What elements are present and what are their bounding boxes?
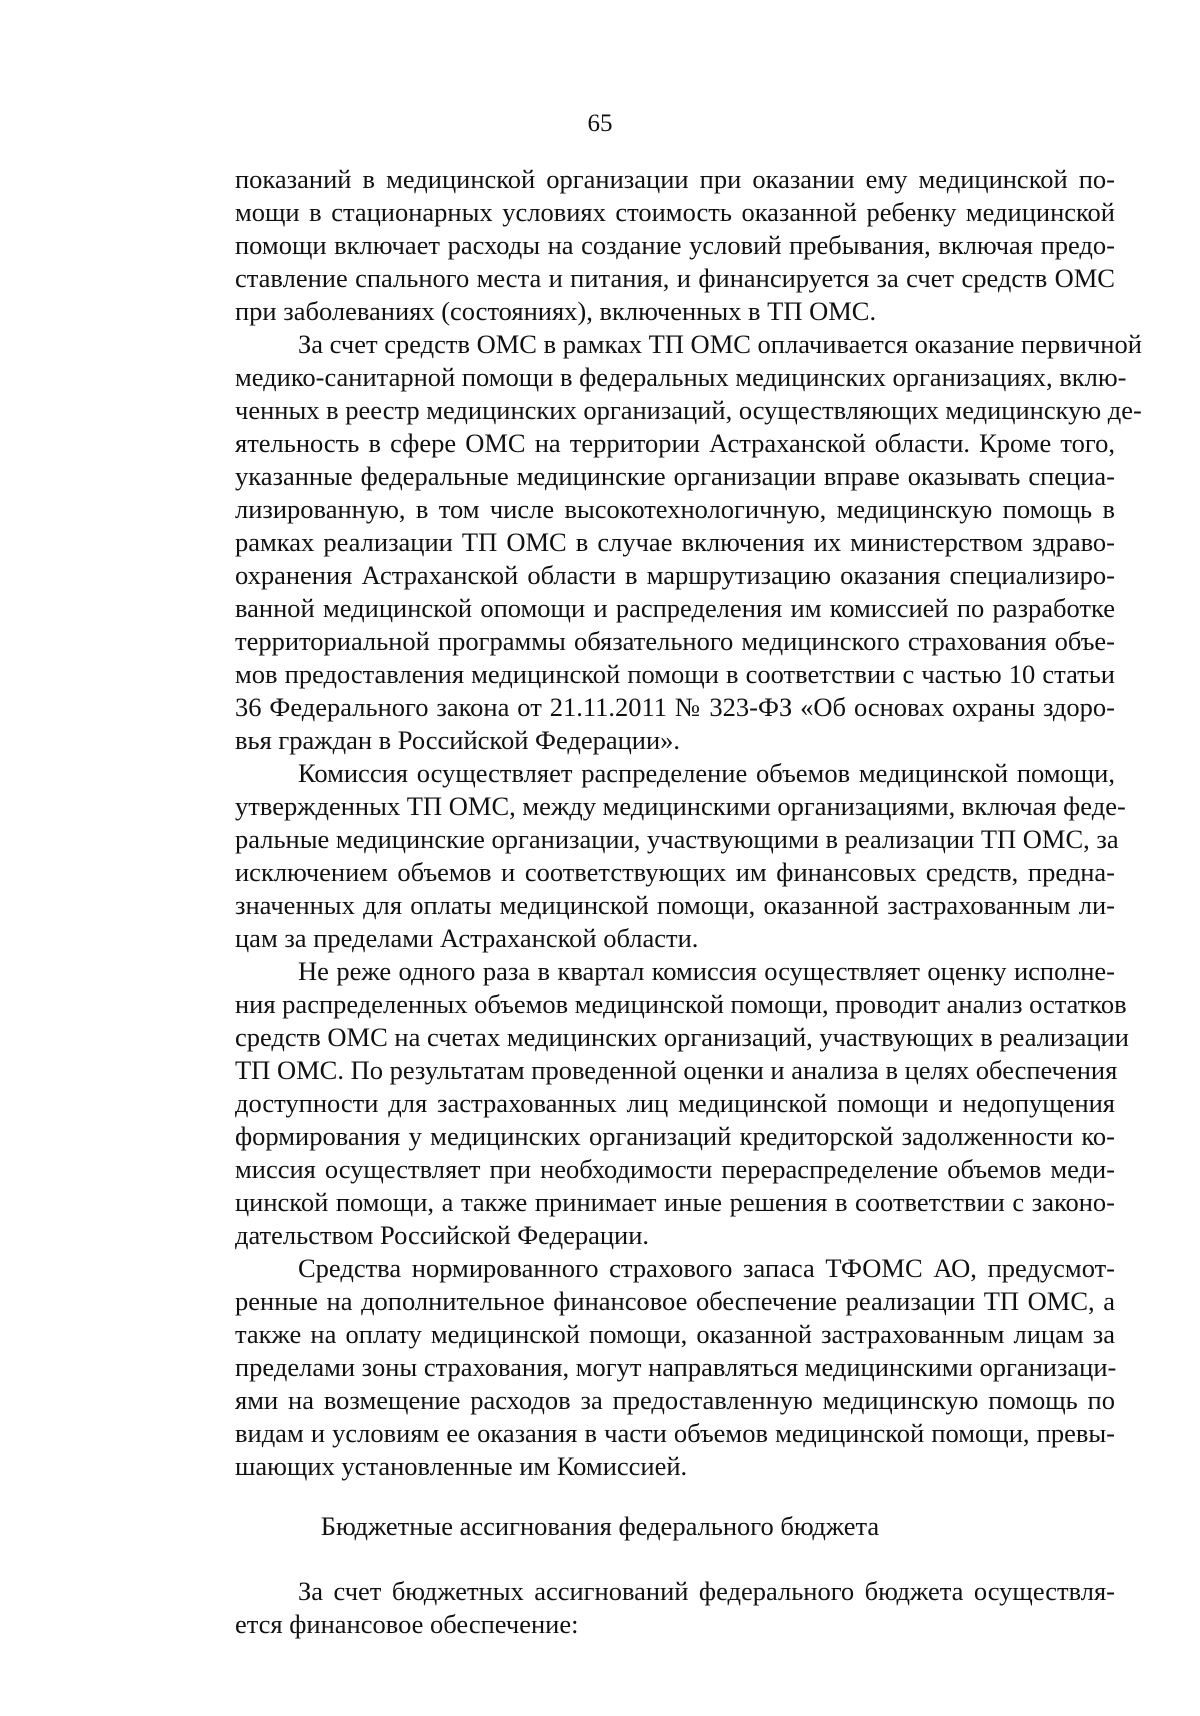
text-line: показаний в медицинской организации при оказании ему медицинской по- bbox=[235, 164, 1115, 194]
text-line: доступности для застрахованных лиц медицинской помощи и недопущения bbox=[235, 1088, 1115, 1118]
text-line: цинской помощи, а также принимает иные решения в соответствии с законо- bbox=[235, 1187, 1115, 1217]
text-line: ченных в реестр медицинских организаций, осуществляющих медицинскую де- bbox=[235, 395, 1142, 425]
text-line: лизированную, в том числе высокотехнологичную, медицинскую помощь в bbox=[235, 494, 1115, 524]
text-line: охранения Астраханской области в маршрутизацию оказания специализиро- bbox=[235, 560, 1115, 590]
text-line: видам и условиям ее оказания в части объемов медицинской помощи, превы- bbox=[235, 1418, 1115, 1448]
text-line: миссия осуществляет при необходимости перераспределение объемов меди- bbox=[235, 1154, 1115, 1184]
text-line: За счет бюджетных ассигнований федерального бюджета осуществля- bbox=[298, 1576, 1115, 1606]
text-line: ется финансовое обеспечение: bbox=[235, 1609, 579, 1639]
text-line: вья граждан в Российской Федерации». bbox=[235, 725, 681, 755]
text-line: Не реже одного раза в квартал комиссия осуществляет оценку исполне- bbox=[298, 956, 1115, 986]
text-line: медико-санитарной помощи в федеральных медицинских организациях, вклю- bbox=[235, 362, 1127, 392]
text-line: рамках реализации ТП ОМС в случае включения их министерством здраво- bbox=[235, 527, 1115, 557]
text-line: ванной медицинской опомощи и распределения им комиссией по разработке bbox=[235, 593, 1115, 623]
text-line: территориальной программы обязательного медицинского страхования объе- bbox=[235, 626, 1115, 656]
text-line: мощи в стационарных условиях стоимость оказанной ребенку медицинской bbox=[235, 197, 1115, 227]
text-line: утвержденных ТП ОМС, между медицинскими организациями, включая феде- bbox=[235, 791, 1126, 821]
text-line: ренные на дополнительное финансовое обеспечение реализации ТП ОМС, а bbox=[235, 1286, 1115, 1316]
text-line: шающих установленные им Комиссией. bbox=[235, 1451, 688, 1481]
text-line: помощи включает расходы на создание условий пребывания, включая предо- bbox=[235, 230, 1115, 260]
section-heading: Бюджетные ассигнования федерального бюджета bbox=[320, 1511, 880, 1541]
text-line: мов предоставления медицинской помощи в соответствии с частью 10 статьи bbox=[235, 659, 1115, 689]
text-line: при заболеваниях (состояниях), включенных в ТП ОМС. bbox=[235, 296, 877, 326]
text-line: дательством Российской Федерации. bbox=[235, 1220, 650, 1250]
page-number: 65 bbox=[587, 110, 613, 137]
text-line: ставление спального места и питания, и финансируется за счет средств ОМС bbox=[235, 263, 1115, 293]
text-line: средств ОМС на счетах медицинских организаций, участвующих в реализации bbox=[235, 1022, 1129, 1052]
text-line: значенных для оплаты медицинской помощи, оказанной застрахованным ли- bbox=[235, 890, 1115, 920]
text-line: Комиссия осуществляет распределение объемов медицинской помощи, bbox=[298, 758, 1115, 788]
text-line: ятельность в сфере ОМС на территории Астраханской области. Кроме того, bbox=[235, 428, 1115, 458]
text-line: Средства нормированного страхового запаса ТФОМС АО, предусмот- bbox=[298, 1253, 1115, 1283]
text-line: формирования у медицинских организаций кредиторской задолженности ко- bbox=[235, 1121, 1115, 1151]
text-line: ями на возмещение расходов за предоставленную медицинскую помощь по bbox=[235, 1385, 1115, 1415]
text-line: исключением объемов и соответствующих им финансовых средств, предна- bbox=[235, 857, 1115, 887]
text-line: ния распределенных объемов медицинской помощи, проводит анализ остатков bbox=[235, 989, 1127, 1019]
text-line: 36 Федерального закона от 21.11.2011 № 323-ФЗ «Об основах охраны здоро- bbox=[235, 692, 1115, 722]
text-line: За счет средств ОМС в рамках ТП ОМС оплачивается оказание первичной bbox=[298, 329, 1142, 359]
text-line: также на оплату медицинской помощи, оказанной застрахованным лицам за bbox=[235, 1319, 1115, 1349]
text-line: указанные федеральные медицинские организации вправе оказывать специа- bbox=[235, 461, 1115, 491]
text-line: пределами зоны страхования, могут направляться медицинскими организаци- bbox=[235, 1352, 1117, 1382]
text-line: ральные медицинские организации, участвующими в реализации ТП ОМС, за bbox=[235, 824, 1119, 854]
text-line: цам за пределами Астраханской области. bbox=[235, 923, 699, 953]
text-line: ТП ОМС. По результатам проведенной оценки и анализа в целях обеспечения bbox=[235, 1055, 1118, 1085]
